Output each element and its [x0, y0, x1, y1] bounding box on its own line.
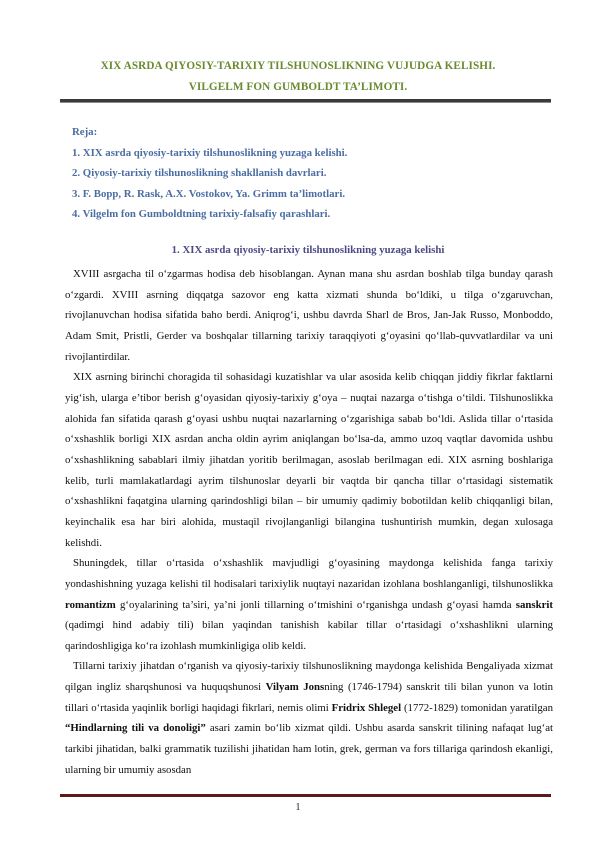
- plan-item: 3. F. Bopp, R. Rask, A.X. Vostokov, Ya. Grimm ta’limotlari.: [72, 187, 346, 200]
- plan-item: 1. XIX asrda qiyosiy-tarixiy tilshunoslikning yuzaga kelishi.: [72, 146, 348, 159]
- paragraph-text: asari zamin bo‘lib xizmat qildi. Ushbu asarda sanskrit tilining nafaqat lug‘at tarkibi jihatidan, balki grammatik tuzilishi jihatidan ham lotin, grek, german va fors tillariga qarindosh ekanligi, ularning bir umumiy asosdan: [65, 722, 554, 776]
- section-heading: 1. XIX asrda qiyosiy-tarixiy tilshunoslikning yuzaga kelishi: [171, 244, 445, 256]
- page-number: 1: [295, 802, 301, 813]
- paragraph-text: Tillarni tarixiy jihatdan o‘rganish va qiyosiy-tarixiy tilshunoslikning maydonga kelishida Bengaliyada xizmat qilgan ingliz sharqshunosi va huquqshunosi: [65, 660, 553, 694]
- paragraph-text: (qadimgi hind adabiy tili) bilan yaqindan tanishish kabilar tillar o‘rtasidagi o‘xshashlikni ularning qarindoshligiga ko‘ra izohlash mumkinligiga olib keldi.: [65, 619, 553, 652]
- bold-book-title: “Hindlarning tili va donoligi”: [65, 722, 206, 735]
- footer-divider: [60, 794, 551, 797]
- page-title: [40, 56, 556, 98]
- body-text: [65, 264, 553, 780]
- paragraph-text: g‘oyalarining ta’siri, ya’ni jonli tillarning o‘tmishini o‘rganishga undash g‘oyasi hamda: [115, 598, 516, 611]
- paragraph: XVIII asrgacha til o‘zgarmas hodisa deb hisoblangan. Aynan mana shu asrdan boshlab tilga bunday qarash o‘zgardi. XVIII asrning diqqatga sazovor eng katta xizmati shunda bo‘ldiki, u tilga o‘zgaruvchan, rivojlanuvchan hodisa sifatida baho berdi. Aniqrog‘i, ushbu davrda Sharl de Bros, Jan-Jak Russo, Monboddo, Adam Smit, Pristli, Gerder va boshqalar tillarning tarixiy taraqqiyoti g‘oyasini qo‘llab-quvvatlardilar va uni rivojlantirdilar.: [65, 268, 553, 363]
- title-line-2: VILGELM FON GUMBOLDT TA’LIMOTI.: [188, 81, 408, 93]
- paragraph-text: Shuningdek, tillar o‘rtasida o‘xshashlik mavjudligi g‘oyasining maydonga kelishida fanga tarixiy yondashishning yuzaga kelishi til hodisalari tarixiylik nuqtayi nazaridan izohlana boshlanganligi, tilshunoslikka: [65, 557, 553, 590]
- paragraph: [65, 553, 553, 656]
- plan-item: 4. Vilgelm fon Gumboldtning tarixiy-falsafiy qarashlari.: [72, 208, 331, 221]
- plan-list: [72, 122, 556, 225]
- paragraph-text: ning (1746-1794) sanskrit tili bilan yunon va lotin tillari o‘rtasida yaqinlik borligi haqidagi fikrlari, nemis olimi: [65, 681, 554, 714]
- bold-name-shlegel: Fridrix Shlegel: [331, 701, 402, 714]
- title-line-1: XIX ASRDA QIYOSIY-TARIXIY TILSHUNOSLIKNING VUJUDGA KELISHI.: [100, 60, 496, 72]
- bold-name-jons: Vilyam Jons: [265, 681, 325, 694]
- paragraph-text: (1772-1829) tomonidan yaratilgan: [401, 701, 553, 714]
- bold-term-romantizm: romantizm: [65, 598, 116, 611]
- plan-item: 2. Qiyosiy-tarixiy tilshunoslikning shakllanish davrlari.: [72, 167, 327, 180]
- plan-heading: Reja:: [72, 126, 98, 138]
- bold-term-sanskrit: sanskrit: [515, 598, 553, 611]
- paragraph: [65, 656, 553, 780]
- header-divider: [60, 99, 551, 103]
- paragraph: XIX asrning birinchi choragida til sohasidagi kuzatishlar va ular asosida kelib chiqqan jiddiy fikrlar faktlarni yig‘ish, ularga e’tibor berish g‘oyasidan qiyosiy-tarixiy g‘oya – nuqtai nazarga o‘tishga o‘tildi. Tilshunoslikka alohida fan sifatida qarash g‘oyasi ushbu nuqtai nazarlarning o‘zgarishiga sabab bo‘ldi. Aslida tillar o‘rtasida o‘xshashlik borligi XIX asrdan ancha oldin ayrim aniqlangan bo‘lsa-da, ammo uzoq vaqtlar davomida ushbu o‘xshashlikning sabablari ilmiy jihatdan yoritib berilmagan, asoslab berilmagan edi. XIX asrning boshlariga kelib, turli mamlakatlardagi ayrim tilshunoslar deyarli bir vaqtda bir qancha tillar o‘rtasidagi sistematik o‘xshashlikni faqatgina ularning qarindoshligi bilan – bir umumiy qadimiy bobotildan kelib chiqqanligi bilan, keyinchalik esa har biri alohida, mustaqil rivojlanganligi bilangina tushuntirish mumkin, degan xulosaga kelishdi.: [65, 371, 553, 549]
